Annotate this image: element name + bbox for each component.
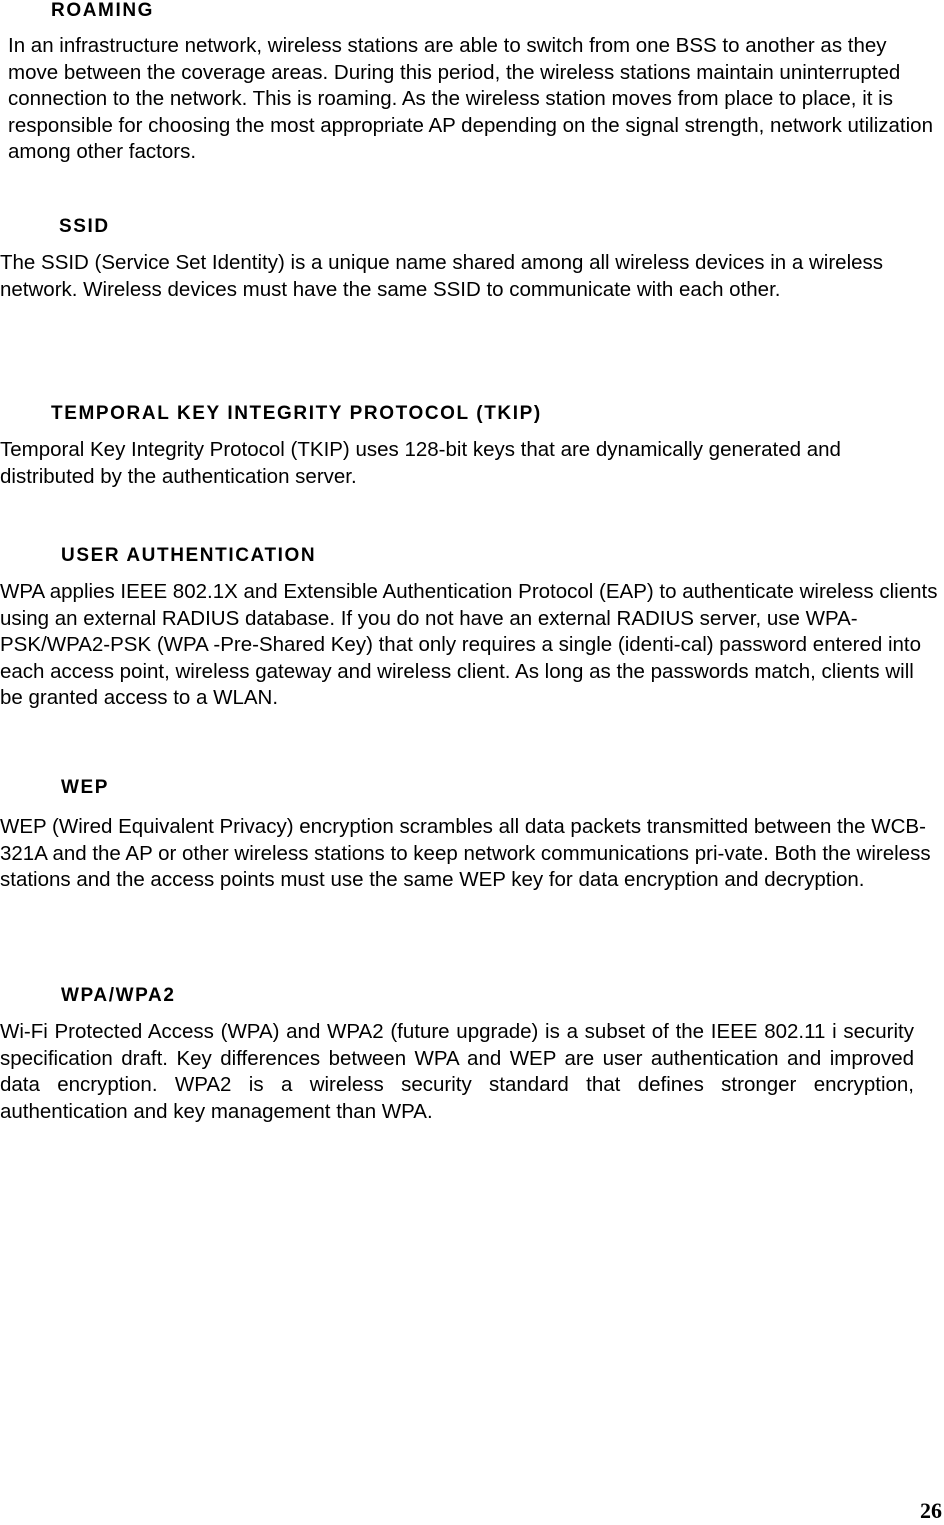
section-body-wpa-wpa2: Wi-Fi Protected Access (WPA) and WPA2 (future upgrade) is a subset of the IEEE 802.11 i security specification draft. Key differences between WPA and WEP are user authentication and improved data encryption. WPA2 is a wireless security standard that defines stronger encryption, authentication and key management than WPA. (0, 1020, 914, 1123)
section-heading-ssid: SSID (59, 216, 110, 237)
section-body-tkip: Temporal Key Integrity Protocol (TKIP) uses 128-bit keys that are dynamically generated and distributed by the authentication server. (0, 438, 841, 488)
section-heading-roaming: ROAMING (51, 0, 155, 21)
section-body-user-authentication: WPA applies IEEE 802.1X and Extensible Authentication Protocol (EAP) to authenticate wireless clients using an external RADIUS database. If you do not have an external RADIUS server, use WPA-PSK/WPA2-PSK (WPA -Pre-Shared Key) that only requires a single (identi-cal) password entered into each access point, wireless gateway and wireless client. As long as the passwords match, clients will be granted access to a WLAN. (0, 580, 938, 709)
section-heading-wpa-wpa2: WPA/WPA2 (61, 985, 176, 1006)
section-body-wep: WEP (Wired Equivalent Privacy) encryption scrambles all data packets transmitted between the WCB-321A and the AP or other wireless stations to keep network communications pri-vate. Both the wireless stations and the access points must use the same WEP key for data encryption and decryption. (0, 815, 931, 891)
section-heading-wep: WEP (61, 777, 110, 798)
section-heading-tkip: TEMPORAL KEY INTEGRITY PROTOCOL (TKIP) (51, 403, 542, 424)
section-body-ssid: The SSID (Service Set Identity) is a unique name shared among all wireless devices in a wireless network. Wireless devices must have the same SSID to communicate with each other. (0, 251, 884, 301)
section-body-roaming: In an infrastructure network, wireless stations are able to switch from one BSS to another as they move between the coverage areas. During this period, the wireless stations maintain uninterrupted connection to the network. This is roaming. As the wireless station moves from place to place, it is responsible for choosing the most appropriate AP depending on the signal strength, network utilization among other factors. (8, 34, 933, 163)
page-number: 26 (920, 1498, 942, 1523)
section-heading-user-authentication: USER AUTHENTICATION (61, 545, 317, 566)
